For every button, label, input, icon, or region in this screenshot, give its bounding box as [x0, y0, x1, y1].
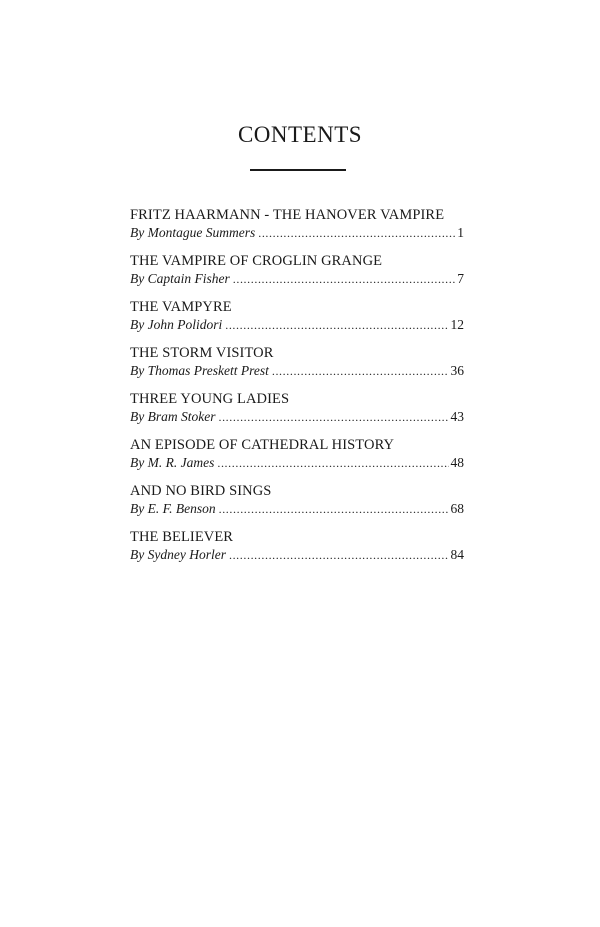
dot-leader	[218, 408, 448, 426]
toc-entry[interactable]	[130, 298, 464, 334]
toc-entry[interactable]	[130, 482, 464, 518]
toc-entry[interactable]	[130, 252, 464, 288]
toc-entry-author: By Captain Fisher	[130, 271, 230, 286]
toc-entry-page-number: 7	[457, 271, 464, 286]
toc-entry-page-number: 68	[450, 501, 464, 516]
toc-entry-byline	[130, 224, 464, 242]
toc-entry-title: AND NO BIRD SINGS	[130, 483, 272, 499]
toc-entry-title: THE BELIEVER	[130, 529, 234, 545]
table-of-contents	[130, 206, 464, 574]
dot-leader	[219, 500, 449, 518]
toc-entry-byline	[130, 362, 464, 380]
toc-entry[interactable]	[130, 344, 464, 380]
toc-entry-author: By Montague Summers	[130, 225, 256, 240]
toc-entry-byline	[130, 270, 464, 288]
toc-entry-title: THE STORM VISITOR	[130, 345, 274, 361]
toc-entry-page-number: 36	[450, 363, 464, 378]
dot-leader	[229, 546, 449, 564]
toc-entry-title: AN EPISODE OF CATHEDRAL HISTORY	[130, 437, 395, 453]
toc-entry-title: THREE YOUNG LADIES	[130, 391, 290, 407]
toc-entry-page-number: 1	[457, 225, 464, 240]
toc-entry-page-number: 84	[450, 547, 464, 562]
dot-leader	[258, 224, 455, 242]
toc-entry-title: THE VAMPIRE OF CROGLIN GRANGE	[130, 253, 383, 269]
dot-leader	[225, 316, 448, 334]
toc-entry-byline	[130, 546, 464, 564]
toc-entry-author: By Sydney Horler	[130, 547, 226, 562]
toc-entry-title: FRITZ HAARMANN - THE HANOVER VAMPIRE	[130, 207, 445, 223]
toc-entry-page-number: 12	[450, 317, 464, 332]
toc-entry-author: By Bram Stoker	[130, 409, 216, 424]
toc-entry-page-number: 48	[450, 455, 464, 470]
dot-leader	[272, 362, 449, 380]
title-underline-divider	[250, 169, 346, 171]
toc-entry-byline	[130, 500, 464, 518]
dot-leader	[233, 270, 456, 288]
toc-entry-author: By Thomas Preskett Prest	[130, 363, 269, 378]
toc-entry[interactable]	[130, 528, 464, 564]
toc-entry-title: THE VAMPYRE	[130, 299, 232, 315]
toc-entry-author: By John Polidori	[130, 317, 223, 332]
toc-entry-byline	[130, 316, 464, 334]
page-title: CONTENTS	[237, 122, 363, 147]
dot-leader	[217, 454, 448, 472]
toc-entry[interactable]	[130, 436, 464, 472]
toc-entry-author: By E. F. Benson	[130, 501, 216, 516]
toc-entry-byline	[130, 454, 464, 472]
toc-entry[interactable]	[130, 206, 464, 242]
toc-entry[interactable]	[130, 390, 464, 426]
toc-entry-page-number: 43	[450, 409, 464, 424]
toc-entry-author: By M. R. James	[130, 455, 215, 470]
toc-entry-byline	[130, 408, 464, 426]
